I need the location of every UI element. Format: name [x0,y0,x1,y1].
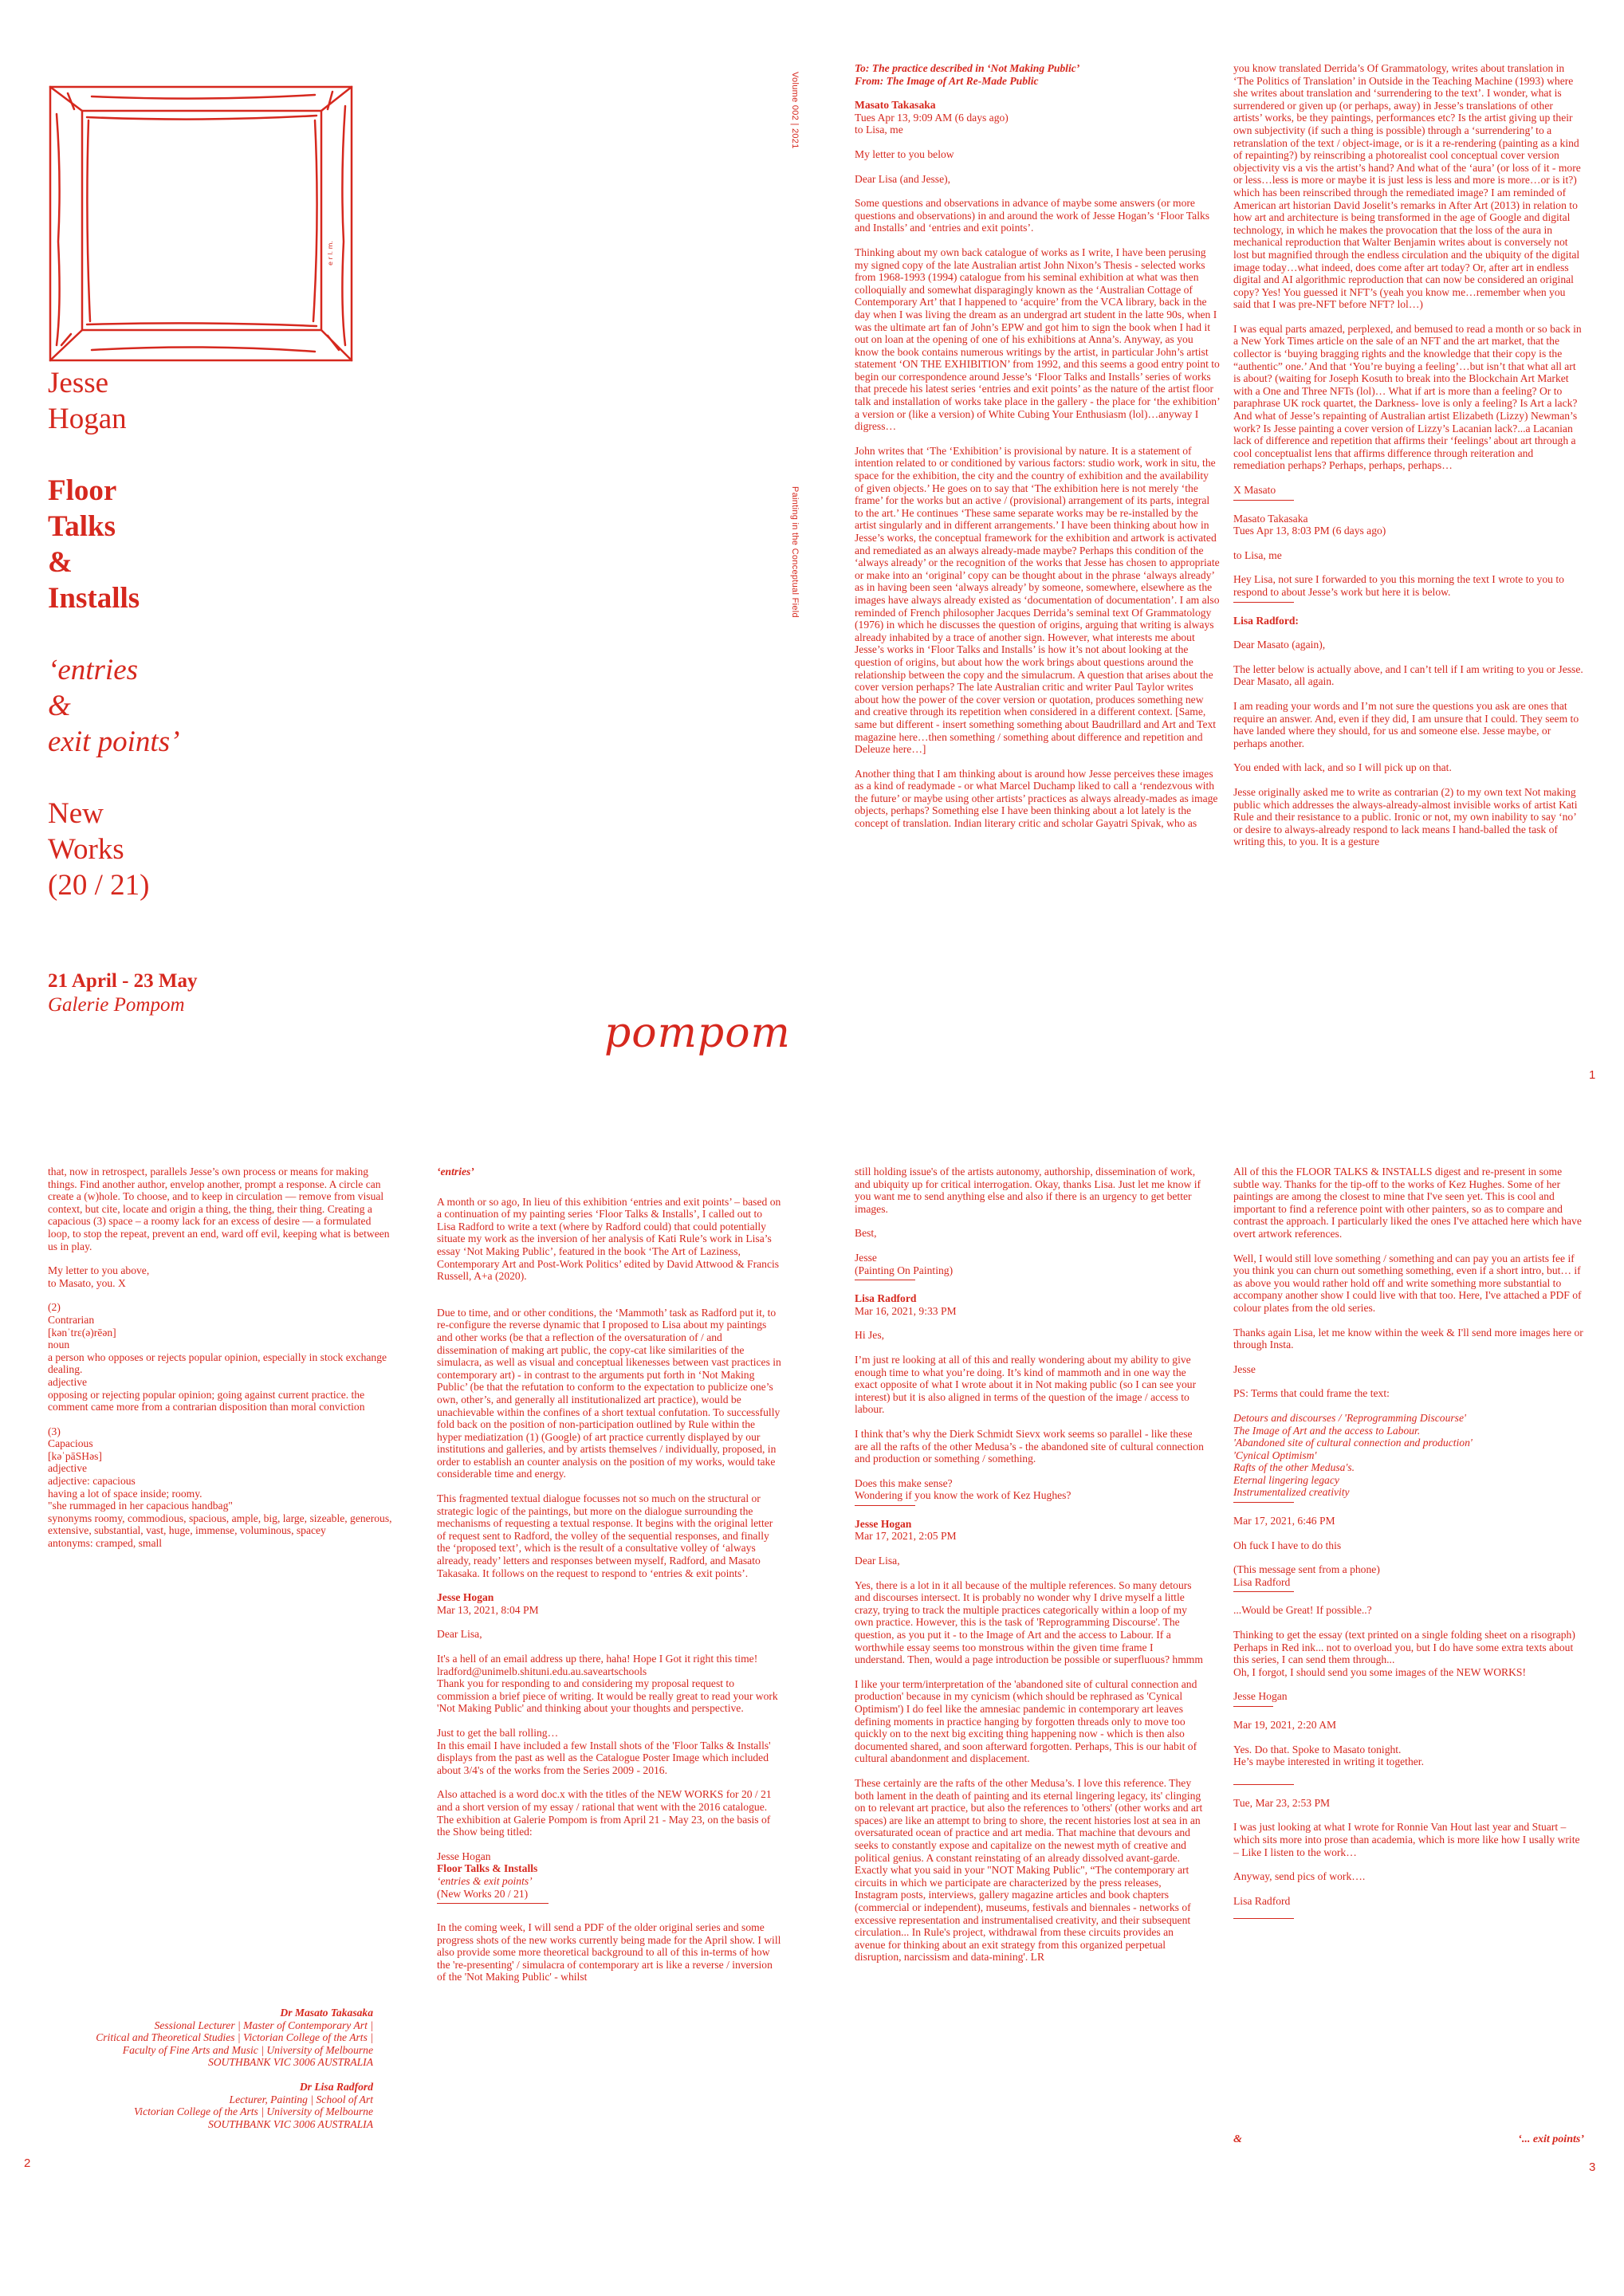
hand-drawn-frame-illustration [44,82,359,365]
paragraph: In this email I have included a few Install shots of the 'Floor Talks & Installs' displays from the past as well as the Catalogue Poster Image which included about 3/4's of the works from the Series 2009 - 2016. [437,1739,771,1776]
year-line: (20 / 21) [48,869,150,902]
page1-column2 [855,62,1220,842]
paragraph: I was equal parts amazed, perplexed, and bemused to read a month or so back in a New York Times article on the sale of an NFT and the art market, that the collector is ‘buying bragging rights and the knowledge that their copy is the “authentic” one.’ And that ‘You’re buying a feeling’…but isn’t that what all art is about? (waiting for Joseph Kosuth to break into the Blockchain Art Market with a One and Three NFTs (lol)… What if art is more than a feeling? Or to paraphrase UK rock quartet, the Darkness- love is only a feeling? Is Art a lack? And what of Jesse’s repainting of Australian artist Elizabeth (Lizzy) Newman’s work? Is Jesse painting a cover version of Lizzy’s Lacanian lack?...a Lacanian lack of difference and repetition that affirms their ‘feelings’ about art through a cool conceptualist lens that affirms difference through reiteration and remediation perhaps? Perhaps, perhaps, perhaps… [1233,322,1582,472]
svg-text:e r l. m.: e r l. m. [327,241,334,265]
subtitle-exit-points: exit points’ [48,725,180,758]
paragraph: I’m just re looking at all of this and really wondering about my ability to give enough time to what you’re doing. It’s kind of mammoth and in one way the exact opposite of what I wrote about it in Not making public (so I can see your interest) but it is also aligned in terms of the question of the image / access to labour. [855,1353,1197,1416]
email-meta: Masato Takasaka Tues Apr 13, 8:03 PM (6 days ago) [1233,512,1386,537]
paragraph: These certainly are the rafts of the other Medusa’s. I love this reference. They both lament in the death of painting and its eternal lingering legacy, its' clinging on to relevant art practice, but also the references to 'others' (other works and art spaces) are like an attempt to bring to shore, the recent histories lost at sea in an oversaturated ocean of practice and art media. That machine that devours and seeks to constantly expose and capitalize on the newest myth of creative and political genius. A constant reinstating of an already dissolved avant-garde. Exactly what you said in your "NOT Making Public", “The contemporary art circuits in which we participate are characterized by the press releases, Instagram posts, interviews, gallery magazine articles and book chapters (commercial or independent), museums, festivals and biennales - networks of excessive representation and instrumentalised creativity, and their subsequent circulation... In Rule's project, withdrawal from these circuits provides an avenue for thinking about an exit strategy from this organized perpetual disruption, narcissism and data-mining'. LR [855,1776,1203,1964]
paragraph: You ended with lack, and so I will pick up on that. [1233,761,1452,774]
new-line: New [48,797,104,830]
letter-header: To: The practice described in ‘Not Making Public’ From: The Image of Art Re-Made Public [855,62,1080,87]
footnote-contrarian: (2) Contrarian [kənˈtrɛ(ə)rēən] noun a person who opposes or rejects popular opinion, especially in stock exchange dealing. adjective opposing or rejecting popular opinion; going against current practice. the comment came more from a contrarian disposition than moral conviction [48,1301,387,1413]
paragraph: I think that’s why the Dierk Schmidt Sievx work seems so parallel - like these are all the rafts of the other Medusa’s - the abandoned site of cultural connection and production or something / something. [855,1427,1204,1465]
signoff: My letter to you above, to Masato, you. X [48,1264,150,1289]
divider [1233,1706,1273,1707]
paragraph: I like your term/interpretation of the 'abandoned site of cultural connection and production' because in my cynicism (which should be rephrased as 'Cynical Optimism') I do feel like the amnesiac pandemic in contemporary art leaves defining moments in practice hanging by forgotten threads only to move too quickly on to the next big exciting thing happening now - which is then also documented shared, and soon afterward forgotten. Perhaps, This is our habit of cultural abandonment and displacement. [855,1677,1197,1765]
footnote-capacious: (3) Capacious [kəˈpāSHəs] adjective adjective: capacious having a lot of space inside; roomy. "she rummaged in her capacious handbag" synonyms roomy, commodious, spacious, ample, big, large, sizeable, generous, extensive, substantial, vast, huge, immense, voluminous, spacey antonyms: cramped, small [48,1425,392,1550]
paragraph: All of this the FLOOR TALKS & INSTALLS digest and re-present in some subtle way. Thanks for the tip-off to the works of Kez Hughes. Some of her paintings are among the closest to mine that I've seen yet. This is cool and important to find a reference point with other painters, so as to compare and contrast the approach. I particularly liked the ones I've attached here which have overt artwork references. [1233,1166,1582,1240]
artist-last-name: Hogan [48,403,127,435]
paragraph: PS: Terms that could frame the text: [1233,1387,1390,1400]
divider [1233,1591,1294,1592]
email-sender: Lisa Radford: [1233,614,1299,627]
paragraph: still holding issue's of the artists autonomy, authorship, dissemination of work, and ubiquity up for critical interrogation. Okay, thanks Lisa. Just let me know if you want me to send anything else and also if there is an urgency to get better images. [855,1166,1201,1215]
paragraph: Well, I would still love something / something and can pay you an artists fee if you think you can churn out something something, even if a short intro, but… if as above you would rather hold off and write something more substantial to accompany another show I could live with that too. Here, I've attached a PDF of colour plates from the old series. [1233,1252,1582,1314]
email-meta: Jesse Hogan Mar 13, 2021, 8:04 PM [437,1591,539,1616]
page-number-1: 1 [1589,1068,1596,1082]
venue-name: Galerie Pompom [48,994,185,1016]
divider [1233,1784,1294,1785]
email-meta: Masato Takasaka Tues Apr 13, 9:09 AM (6 days ago) to Lisa, me [855,99,1009,136]
volume-vertical-label: Volume 002 | 2021 [790,72,800,149]
paragraph: Hey Lisa, not sure I forwarded to you this morning the text I wrote to you to respond to about Jesse’s work but here it is below. [1233,573,1564,598]
page1-column3 [1233,62,1584,860]
paragraph: This fragmented textual dialogue focusses not so much on the structural or strategic logic of the paintings, but more on the dialogue surrounding the mechanisms of requesting a textual response. It begins with the original letter of request sent to Radford, the volley of the sequential responses, and finally the ‘proposed text’, which is the result of a consultative volley of ‘always already, ready’ letters and responses between myself, Radford, and Masato Takasaka. It follows on the request to respond to ‘entries & exit points’. [437,1492,773,1579]
paragraph: It's a hell of an email address up there, haha! Hope I Got it right this time! lradford@unimelb.shituni.edu.au.saveartschools [437,1653,758,1677]
paragraph: Thinking about my own back catalogue of works as I write, I have been perusing my signed copy of the late Australian artist John Nixon’s Thesis - selected works from 1968-1993 (1994) catalogue from his seminal exhibition at what was then colloquially and somewhat disparagingly known as the ‘Australian Cottage of Contemporary Art’ that I happened to ‘acquire’ from the VCA library, back in the day when I was living the dream as an undergrad art student in the latte 90s, when I was the ultimate art fan of John’s EPW and got him to sign the book when I had it out on loan at the opening of one of his exhibitions at Anna’s. Anyway, as you know the book contains numerous writings by the artist, in particular John’s artist statement ‘ON THE EXHIBITION’ from 1992, and this seems a good entry point to begin our correspondence around Jesse’s ‘Floor Talks and Installs’ series of works that precede his latest series ‘entries and exit points’ as the nature of the artist floor talk and installation of works take place in the gallery - the place for ‘the exhibition’ a version or (like a version) of White Cubing Your Enthusiasm (lol)…anyway I digress… [855,246,1220,433]
paragraph: to Lisa, me [1233,548,1282,561]
page-number-2: 2 [24,2156,31,2170]
exhibition-dates [48,969,198,1017]
subtitle-ampersand: & [48,690,71,722]
paragraph: Thinking to get the essay (text printed on a single folding sheet on a risograph) Perhaps in Red ink... not to overload you, but I do have some extra texts about this series, I can send them through... Oh, I forgot, I should send you some images of the NEW WORKS! [1233,1629,1575,1678]
divider [1233,1918,1294,1919]
signoff: X Masato [1233,484,1276,496]
signoff: Jesse (Painting On Painting) [855,1251,954,1276]
works-line: Works [48,833,124,866]
paragraph: you know translated Derrida’s Of Grammatology, writes about translation in ‘The Politics of Translation’ in Outside in the Teaching Machine (1993) where she writes about translation and ‘surrendering to the text’. I wonder, what is surrendered or given up (or perhaps, away) in Jesse’s translations of other artists’ works, be they paintings, performances etc? Is the artist giving up their own subjectivity (if such a thing is possible) through a ‘surrendering’ to a retranslation of the text / object-image, or is it a re-rendering (painting as a kind of repainting?) by reinscribing a photorealist cool conceptual cover version objectivity vis a vis the artist’s hand? And what of the ‘aura’ (or loss of it - more or less…less is more or maybe it is just less is less and more is more…or is it?) which has been reinscribed through the remediated image? I am reminded of American art historian David Joselit’s remarks in After Art (2013) in relation to how art and architecture is being transformed in the age of Google and digital technology, in which he makes the provocation that the loss of the aura in mechanical reproduction that Walter Benjamin writes about is conversely not lost but magnified through the endless circulation and the ubiquity of the digital image today…what indeed, does come after art today? Or, after art in endless digital and AI algorithmic reproduction that can now be considered an original copy? Yes! You guessed it NFT’s (yeah you know me…remember when you said that I was pre-NFT before NFT? lol…) [1233,62,1581,311]
paragraph: Also attached is a word doc.x with the titles of the NEW WORKS for 20 / 21 and a short version of my essay / rational that went with the 2016 catalogue. The exhibition at Galerie Pompom is from April 21 - May 23, on the basis of the Show being titled: [437,1788,772,1838]
footer-exit-points: ‘... exit points’ [1518,2133,1584,2145]
paragraph: Some questions and observations in advance of maybe some answers (or more questions and observations) in and around the work of Jesse Hogan’s ‘Floor Talks and Installs’ and ‘entries and exit points’. [855,197,1210,234]
signoff: Jesse [1233,1362,1256,1375]
paragraph: A month or so ago, In lieu of this exhibition ‘entries and exit points’ – based on a continuation of my painting series ‘Floor Talks & Installs’, I called out to Lisa Radford to write a text (where by Radford could) that could potentially situate my work as the inversion of her analysis of Kati Rule’s work in Lisa’s essay ‘Not Making Public’, featured in the book ‘The Art of Laziness, Contemporary Art and Post-Work Politics’ edited by David Attwood & Francis Russell, A+a (2020). [437,1195,781,1283]
paragraph: My letter to you below [855,147,954,160]
paragraph: I am reading your words and I’m not sure the questions you ask are ones that require an answer. And, even if they did, I am unsure that I could. They seem to have landed where they should, for us and someone else. Jesse maybe, or perhaps another. [1233,699,1579,749]
page-number-3: 3 [1589,2160,1596,2174]
artist-first-name: Jesse [48,367,109,399]
paragraph: that, now in retrospect, parallels Jesse’s own process or means for making things. Find another author, envelop another, prompt a response. A circle can create a (w)hole. To choose, and to keep in circulation — remove from visual context, but cite, locate and origin a thing, the thing, their thing. Creating a capacious (3) space – a roomy lack for an excess of desire — a formulated loop, to stop the repeat, prevent an end, ward off evil, keeping what is between us in play. [48,1166,390,1252]
page2-column2 [437,1166,781,1995]
cover-title-block [48,365,391,903]
show-title-block: Jesse Hogan Floor Talks & Installs ‘entries & exit points’ (New Works 20 / 21) [437,1850,538,1900]
divider [1233,1502,1294,1503]
email-meta: Mar 19, 2021, 2:20 AM [1233,1719,1337,1731]
pompom-logo: pompom [604,1009,791,1057]
title-line-talks: Talks [48,510,116,543]
title-line-installs: Installs [48,582,140,615]
paragraph: Dear Lisa, [437,1628,482,1641]
paragraph: Just to get the ball rolling… [437,1726,559,1739]
page3-column1 [855,1166,1205,1976]
author-credits [32,2007,373,2142]
email-meta: Mar 17, 2021, 6:46 PM [1233,1515,1335,1527]
paragraph: Dear Lisa (and Jesse), [855,172,951,185]
paragraph: In the coming week, I will send a PDF of the older original series and some progress shots of the new works currently being made for the April show. I will also provide some more theoretical background to all of this in-terms of how the 're-presenting' / simulacra of contemporary art is like a reverse / inversion of the 'Not Making Public' - whilst [437,1921,781,1983]
page2-column1 [48,1166,392,1562]
credit-lisa: Dr Lisa Radford Lecturer, Painting | School of Art Victorian College of the Arts | University of Melbourne SOUTHBANK VIC 3006 AUSTRALIA [134,2080,373,2130]
email-meta: Jesse Hogan Mar 17, 2021, 2:05 PM [855,1517,957,1543]
credit-masato: Dr Masato Takasaka Sessional Lecturer | Master of Contemporary Art | Critical and Theoretical Studies | Victorian College of the Arts | Faculty of Fine Arts and Music | University of Melbourne SOUTHBANK VIC 3006 AUSTRALIA [96,2007,373,2069]
section-heading: ‘entries’ [437,1166,474,1177]
paragraph: (This message sent from a phone) Lisa Radford [1233,1563,1380,1588]
title-line-floor: Floor [48,474,117,507]
paragraph: Yes, there is a lot in it all because of the multiple references. So many detours and discourses intersect. It is probably no wonder why I drive myself a little crazy, trying to track the multiple practices categorically within a loop of my own practice. However, this is the task of 'Reprogramming Discourse'. The question, as you put it - to the Image of Art and the access to Labour. If a worthwhile essay seems too monstrous within the given time frame I understand. Then, would a page introduction be possible or superfluous? hmmm [855,1578,1203,1666]
paragraph: Thanks again Lisa, let me know within the week & I'll send more images here or through Insta. [1233,1326,1583,1351]
paragraph: Yes. Do that. Spoke to Masato tonight. He’s maybe interested in writing it together. [1233,1743,1424,1768]
field-vertical-label: Painting in the Conceptual Field [790,486,800,618]
paragraph: Hi Jes, [855,1329,885,1342]
signoff: Best, [855,1227,877,1240]
title-line-ampersand: & [48,546,73,579]
divider [855,1505,915,1506]
page3-column2 [1233,1166,1584,1931]
paragraph: Due to time, and or other conditions, the ‘Mammoth’ task as Radford put it, to re-configure the reverse dynamic that I proposed to Lisa about my paintings and other works (be that a reflection of the oversaturation of / and dissemination of making art public, the copy-cat like similarities of the simulacra, as well as visual and conceptual likenesses between vast practices in contemporary art) - in contrast to the arguments put forth in ‘Not Making Public’ (be that the refutation to conform to the expectation to publicize one’s own, other’s, and generally all institutionalized art practice), would be unachievable within the confines of a short textual confutation. To successfully fold back on the position of non-participation outlined by Rule within the hyper mediatization (1) (Google) of art practice currently displayed by our institutions and galleries, and by artists themselves / individually, proposed, in order to establish an counter analysis on the position of my works, would take considerable time and energy. [437,1306,781,1480]
paragraph: The letter below is actually above, and I can’t tell if I am writing to you or Jesse. Dear Masato, all again. [1233,662,1583,688]
divider [1233,602,1294,603]
paragraph: Anyway, send pics of work…. [1233,1870,1366,1883]
paragraph: Dear Masato (again), [1233,639,1326,651]
divider [437,1903,549,1904]
paragraph: Another thing that I am thinking about is around how Jesse perceives these images as a kind of readymade - or what Marcel Duchamp liked to call a ‘rendezvous with the future’ or maybe using other artists’ practices as always already-mades as image objects, perhaps? Something else I have been thinking about a lot lately is the concept of translation. Indian literary critic and scholar Gayatri Spivak, who as [855,767,1218,830]
subtitle-entries: ‘entries [48,654,139,686]
paragraph: ...Would be Great! If possible..? [1233,1604,1372,1617]
footer-ampersand: & [1233,2133,1242,2145]
paragraph: Oh fuck I have to do this [1233,1539,1342,1551]
paragraph: Does this make sense? Wondering if you know the work of Kez Hughes? [855,1476,1072,1502]
email-meta: Tue, Mar 23, 2:53 PM [1233,1796,1331,1809]
paragraph: John writes that ‘The ‘Exhibition’ is provisional by nature. It is a statement of intention related to or conditioned by various factors: studio work, work in situ, the space for the exhibition, the city and the country of exhibition and the availability of given objects.’ He goes on to say that ‘The exhibition here is not merely ‘the frame’ for the works but an active / (provisional) arrangement of its parts, integral to the art.’ He continues ‘These same separate works may be re-installed by the artist singularly and in different arrangements.’ I have been thinking about how in Jesse’s works, the conceptual framework for the exhibition and artwork is activated and remediated as an always already-made maybe? Perhaps this condition of the ‘always already’ or the recognition of the works that Jesse has chosen to appropriate or make into an ‘original’ copy can be thought about in the phrase ‘always already’ as in having been seen ‘always already’ by someone, somewhere, elsewhere as the images have always already existed as ‘documentation of documentation’. I am also reminded of French philosopher Jacques Derrida’s seminal text Of Grammatology (1976) in which he discusses the question of origins, arguing that writing is always already inhabited by a trace of another sign. However, what interests me about Jesse’s works in ‘Floor Talks and Installs’ is how it’s not about looking at the question of origins, but about how the work brings about questions around the relationship between the copy and the simulacrum. A question that arises about the cover version perhaps? The late Australian critic and writer Paul Taylor writes about how the power of the cover version or quotation, produces something new and creative through its repetition when considered in a different context. [Same, same but different - insert something something about Baudrillard and Art and Text magazine here…then something / something about difference and repetition and Deleuze here…] [855,444,1220,756]
paragraph: I was just looking at what I wrote for Ronnie Van Hout last year and Stuart – which sits more into prose than academia, which is more like how I usally write – Like I listen to the work… [1233,1821,1580,1858]
date-range: 21 April - 23 May [48,970,198,992]
divider [1233,500,1294,501]
email-meta: Lisa Radford Mar 16, 2021, 9:33 PM [855,1292,957,1317]
paragraph: Dear Lisa, [855,1555,900,1567]
paragraph: Thank you for responding to and considering my proposal request to commission a brief piece of writing. It would be really great to read your work 'Not Making Public' and thinking about your thoughts and perspective. [437,1677,778,1715]
signoff: Jesse Hogan [1233,1690,1288,1703]
signoff: Lisa Radford [1233,1894,1291,1907]
terms-list: Detours and discourses / 'Reprogramming Discourse' The Image of Art and the access to Labour. 'Abandoned site of cultural connection and production' 'Cynical Optimism' Rafts of the other Medusa's. Eternal lingering legacy Instrumentalized creativity [1233,1411,1473,1499]
paragraph: Jesse originally asked me to write as contrarian (2) to my own text Not making public which addresses the always-already-almost invisible works of artist Kati Rule and their resistance to a public. Ironic or not, my own inability to say ‘no’ or desire to always-already respond to lack means I hand-balled the task of writing this, to you. It is a gesture [1233,785,1578,848]
